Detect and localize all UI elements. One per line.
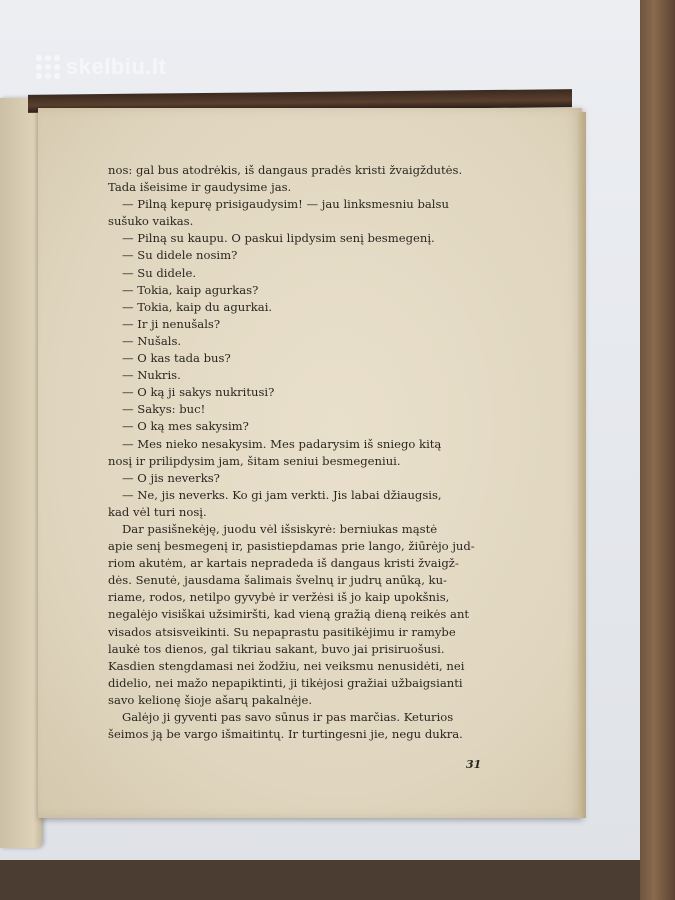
- watermark-text: skelbiu.lt: [66, 54, 167, 79]
- text-line: Tada išeisime ir gaudysime jas.: [108, 180, 292, 195]
- page-text: [108, 162, 488, 743]
- text-line: — Su didele nosim?: [122, 248, 238, 263]
- text-line: — Pilną su kaupu. O paskui lipdysim senį besmegenį.: [122, 231, 435, 246]
- text-line: — Ir ji nenušals?: [122, 316, 221, 331]
- text-line: savo kelionę šioje ašarų pakalnėje.: [108, 692, 313, 707]
- text-line: negalėjo visiškai užsimiršti, kad vieną gražią dieną reikės ant: [108, 607, 470, 622]
- text-line: nosį ir prilipdysim jam, šitam seniui besmegeniui.: [108, 453, 401, 468]
- text-line: — O jis neverks?: [122, 470, 220, 485]
- table-surface: [0, 860, 648, 900]
- text-line: — Ne, jis neverks. Ko gi jam verkti. Jis labai džiaugsis,: [122, 487, 442, 502]
- text-line: riame, rodos, netilpo gyvybė ir veržėsi iš jo kaip upokšnis,: [108, 590, 450, 605]
- text-line: — O ką ji sakys nukritusi?: [122, 385, 275, 400]
- text-line: — Tokia, kaip du agurkai.: [122, 299, 273, 314]
- text-line: šeimos ją be vargo išmaitintų. Ir turtingesni jie, negu dukra.: [108, 727, 463, 742]
- text-line: — Pilną kepurę prisigaudysim! — jau linksmesniu balsu: [122, 197, 449, 212]
- site-watermark: [36, 54, 166, 80]
- text-line: laukė tos dienos, gal tikriau sakant, buvo jai prisiruošusi.: [108, 641, 445, 656]
- text-line: dės. Senutė, jausdama šalimais švelnų ir judrų anūką, ku-: [108, 573, 447, 588]
- text-line: — Su didele.: [122, 265, 197, 280]
- text-line: Galėjo ji gyventi pas savo sūnus ir pas marčias. Keturios: [122, 710, 454, 724]
- text-line: riom akutėm, ar kartais nepradeda iš dangaus kristi žvaigž-: [108, 556, 459, 571]
- wooden-table-edge: [640, 0, 675, 900]
- left-page-edge: [0, 98, 42, 848]
- text-line: — Nušals.: [122, 333, 182, 348]
- text-line: visados atsisveikinti. Su nepaprastu pasitikėjimu ir ramybe: [108, 624, 456, 639]
- text-line: — O kas tada bus?: [122, 351, 231, 366]
- text-line: — O ką mes sakysim?: [122, 419, 249, 434]
- text-line: nos: gal bus atodrėkis, iš dangaus pradės kristi žvaigždutės.: [108, 163, 463, 177]
- text-line: didelio, nei mažo nepapiktinti, ji tikėjosi gražiai užbaigsianti: [108, 675, 463, 690]
- text-line: — Sakys: buc!: [122, 402, 206, 417]
- page-stack-edge: [578, 112, 586, 818]
- text-line: Dar pasišnekėję, juodu vėl išsiskyrė: berniukas mąstė: [122, 521, 438, 536]
- text-line: — Nukris.: [122, 368, 181, 383]
- page-number: 31: [466, 758, 482, 771]
- watermark-dots-icon: [36, 55, 60, 79]
- text-line: Kasdien stengdamasi nei žodžiu, nei veiksmu nenusidėti, nei: [108, 658, 465, 673]
- text-line: apie senį besmegenį ir, pasistiepdamas prie lango, žiūrėjo jud-: [108, 539, 475, 554]
- text-line: kad vėl turi nosį.: [108, 504, 207, 519]
- text-line: — Mes nieko nesakysim. Mes padarysim iš sniego kitą: [122, 436, 442, 451]
- text-line: — Tokia, kaip agurkas?: [122, 282, 259, 297]
- text-line: sušuko vaikas.: [108, 214, 194, 229]
